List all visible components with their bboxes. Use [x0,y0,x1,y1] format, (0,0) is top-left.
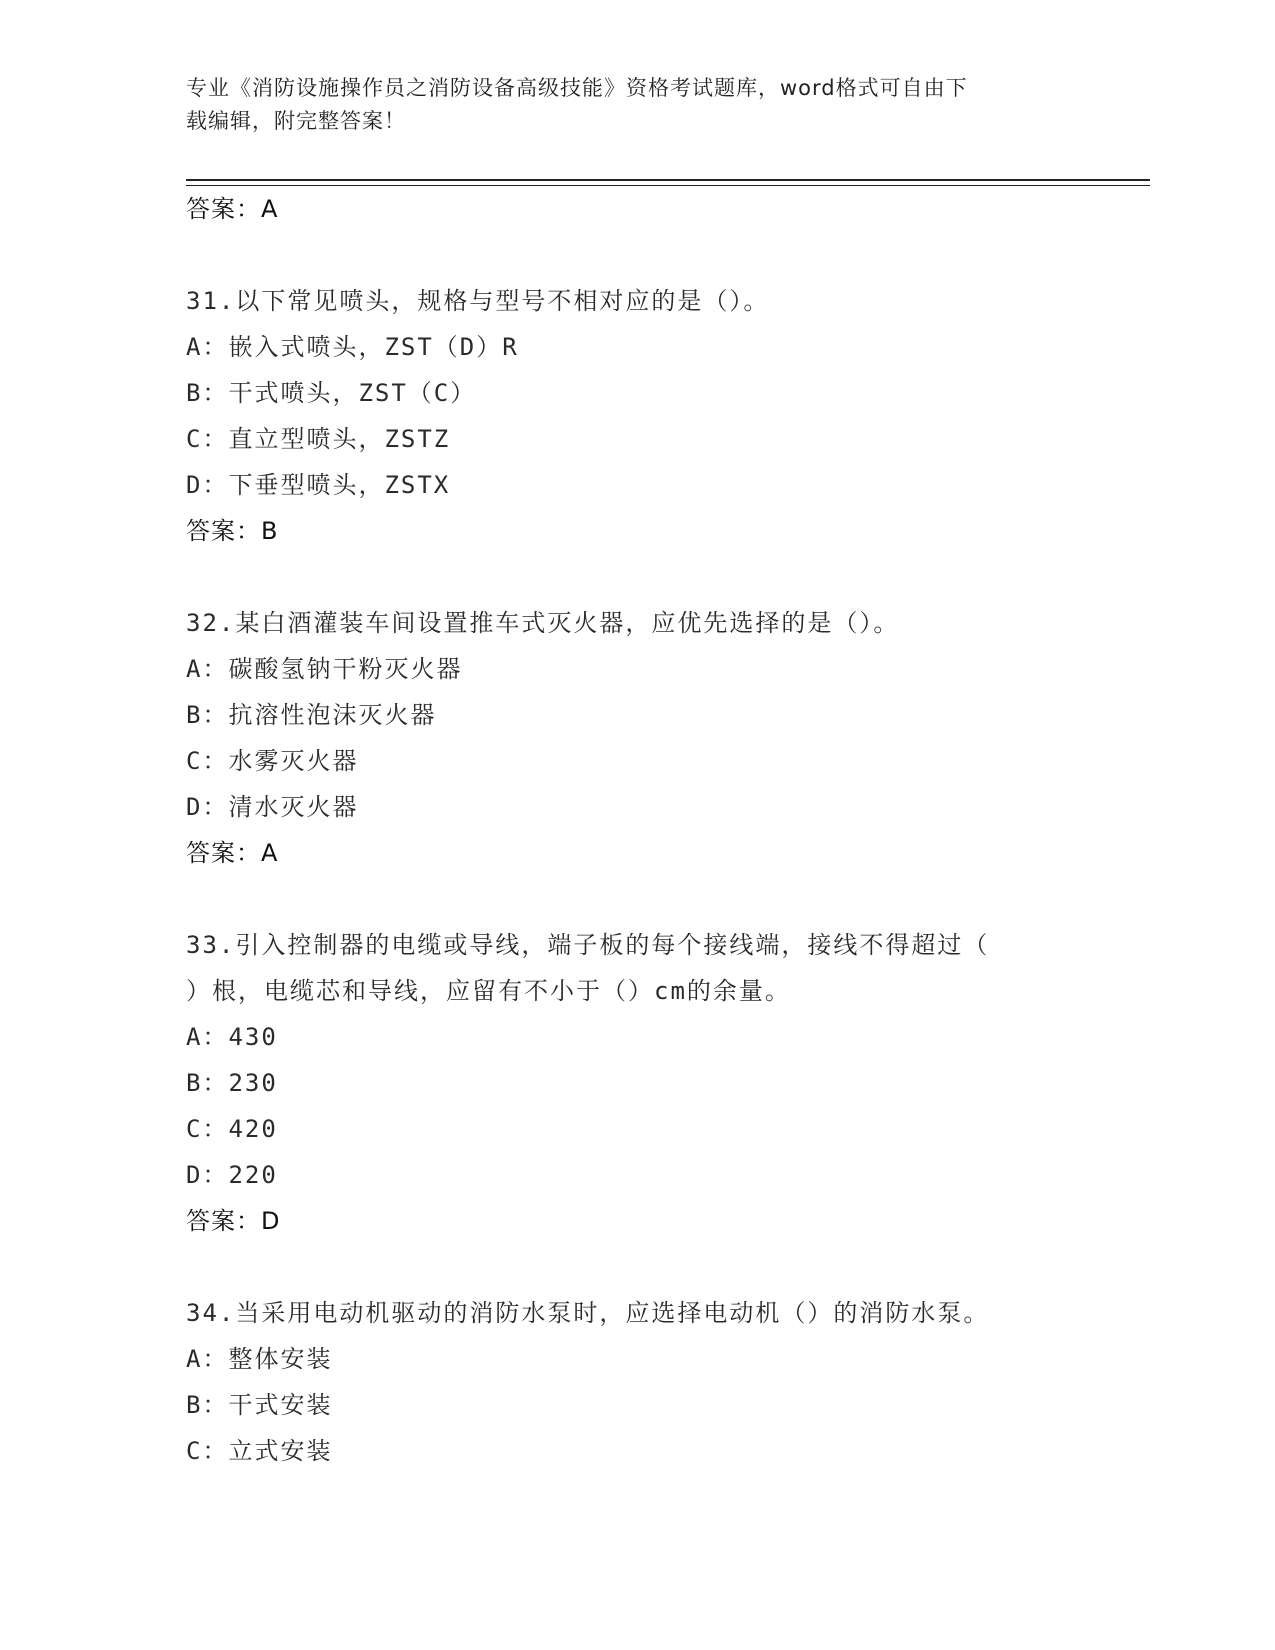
spacer [186,876,1150,922]
question-32-option-b: B：抗溶性泡沫灭火器 [186,701,437,729]
question-33-stem-line-2: ）根，电缆芯和导线，应留有不小于（）cm的余量。 [186,977,791,1005]
question-34 [186,1290,1150,1474]
spacer [186,554,1150,600]
answer-previous: 答案：A [186,195,279,223]
question-32-answer: 答案：A [186,839,279,867]
question-32-option-a: A：碳酸氢钠干粉灭火器 [186,655,463,683]
question-33-option-a: A：430 [186,1023,278,1051]
question-31-option-a: A：嵌入式喷头，ZST（D）R [186,333,519,361]
question-31-answer: 答案：B [186,517,279,545]
question-34-option-a: A：整体安装 [186,1345,333,1373]
question-32-option-d: D：清水灭火器 [186,793,359,821]
spacer [186,232,1150,278]
question-32-option-c: C：水雾灭火器 [186,747,359,775]
header-divider-thick [186,179,1150,181]
page-header [186,72,1066,138]
question-33 [186,922,1150,1244]
question-33-option-c: C：420 [186,1115,278,1143]
question-34-option-b: B：干式安装 [186,1391,333,1419]
question-31 [186,278,1150,554]
question-33-option-d: D：220 [186,1161,278,1189]
question-33-answer: 答案：D [186,1207,281,1235]
header-line-2: 载编辑，附完整答案！ [186,109,406,133]
spacer [186,1244,1150,1290]
question-33-option-b: B：230 [186,1069,278,1097]
question-34-stem: 34.当采用电动机驱动的消防水泵时，应选择电动机（）的消防水泵。 [186,1299,990,1327]
question-34-option-c: C：立式安装 [186,1437,333,1465]
question-33-stem-line-1: 33.引入控制器的电缆或导线，端子板的每个接线端，接线不得超过（ [186,931,990,959]
question-32 [186,600,1150,876]
question-32-stem: 32.某白酒灌装车间设置推车式灭火器，应优先选择的是（）。 [186,609,900,637]
header-line-1: 专业《消防设施操作员之消防设备高级技能》资格考试题库，word格式可自由下 [186,76,968,100]
question-31-option-c: C：直立型喷头，ZSTZ [186,425,451,453]
question-31-option-d: D：下垂型喷头，ZSTX [186,471,451,499]
question-31-stem: 31.以下常见喷头，规格与型号不相对应的是（）。 [186,287,770,315]
question-31-option-b: B：干式喷头，ZST（C） [186,379,477,407]
question-list [186,186,1150,1474]
